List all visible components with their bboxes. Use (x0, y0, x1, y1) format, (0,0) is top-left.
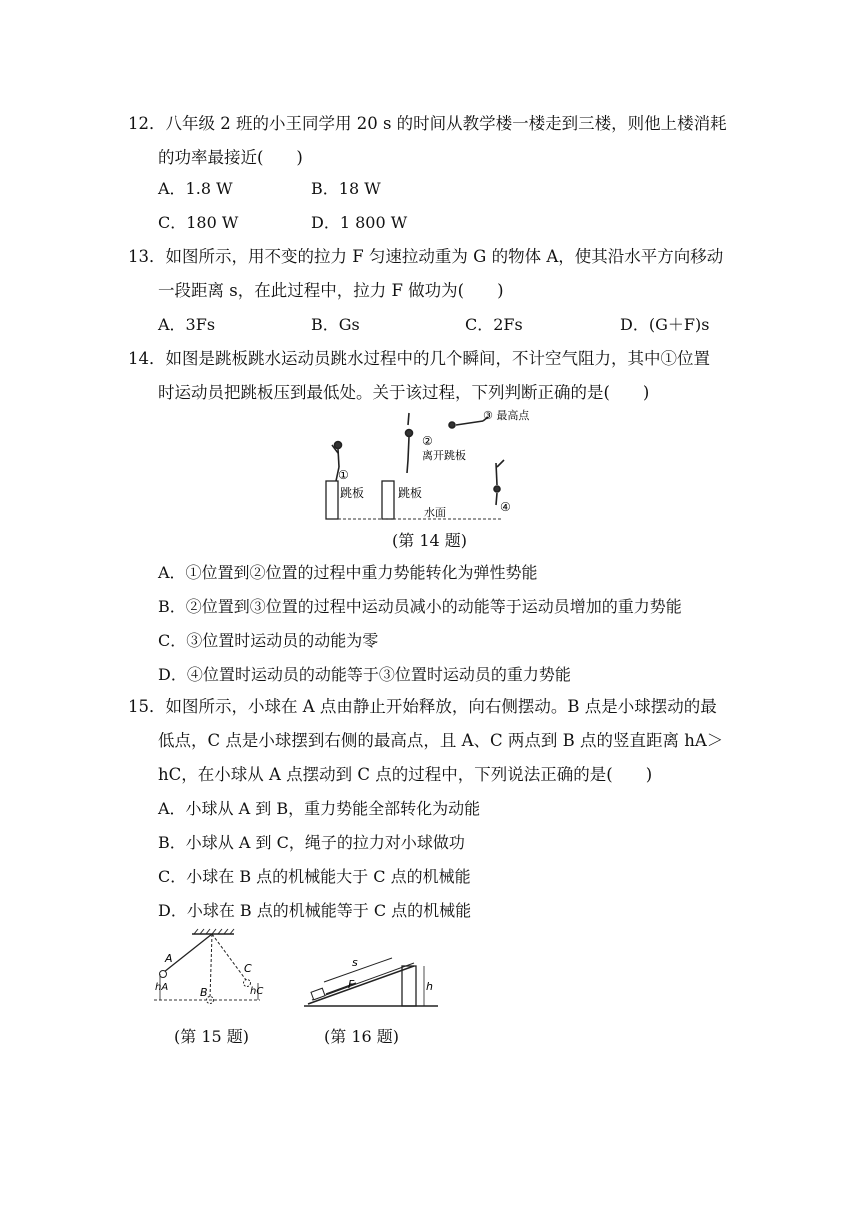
question-13-line1: 13．如图所示，用不变的拉力 F 匀速拉动重为 G 的物体 A，使其沿水平方向移动 (128, 247, 724, 266)
question-12-stem (128, 107, 738, 175)
q13-option-c: C．2Fs (465, 315, 523, 334)
question-15-line1: 15．如图所示，小球在 A 点由静止开始释放，向右侧摆动。B 点是小球摆动的最 (128, 697, 717, 716)
string-to-c (212, 934, 246, 980)
question-15-stem (128, 690, 738, 792)
q12-option-a: A．1.8 W (158, 179, 233, 198)
diver-position-2 (406, 413, 413, 473)
incline-surface (308, 966, 414, 1004)
label-board-2: 跳板 (398, 486, 423, 500)
label-h: h (426, 980, 433, 993)
label-f: F (348, 978, 355, 991)
springboard-2 (382, 481, 394, 519)
incline-support (402, 966, 416, 1006)
label-a: A (165, 952, 173, 965)
question-12-line2: 的功率最接近( ) (158, 148, 303, 167)
label-water-surface: 水面 (424, 506, 446, 519)
string-to-b (210, 934, 212, 998)
q14-option-c: C．③位置时运动员的动能为零 (158, 631, 379, 650)
springboard-1 (326, 481, 338, 519)
q12-option-d: D．1 800 W (311, 213, 408, 232)
label-position-3: ③ 最高点 (483, 409, 530, 422)
q15-option-c: C．小球在 B 点的机械能大于 C 点的机械能 (158, 867, 471, 886)
q15-option-b: B．小球从 A 到 C，绳子的拉力对小球做功 (158, 833, 465, 852)
q12-option-b: B．18 W (311, 179, 381, 198)
question-12-line1: 12．八年级 2 班的小王同学用 20 s 的时间从教学楼一楼走到三楼，则他上楼消耗 (128, 114, 727, 133)
question-15-line3: hC，在小球从 A 点摆动到 C 点的过程中，下列说法正确的是( ) (158, 765, 653, 784)
q13-option-d: D．(G＋F)s (620, 315, 710, 334)
q14-option-b: B．②位置到③位置的过程中运动员减小的动能等于运动员增加的重力势能 (158, 597, 682, 616)
label-b: B (200, 986, 208, 999)
q15-caption: (第 15 题) (174, 1027, 250, 1046)
question-14-stem (128, 342, 738, 410)
label-ha: hA (155, 982, 169, 993)
label-s: s (352, 956, 358, 969)
label-leave-board: 离开跳板 (422, 449, 466, 462)
question-15-line2: 低点，C 点是小球摆到右侧的最高点，且 A、C 两点到 B 点的竖直距离 hA＞ (158, 731, 724, 750)
label-hc: hC (250, 986, 264, 997)
diver-position-4 (494, 460, 504, 505)
question-13-line2: 一段距离 s，在此过程中，拉力 F 做功为( ) (158, 281, 504, 300)
ball-a (160, 971, 167, 978)
q15-option-a: A．小球从 A 到 B，重力势能全部转化为动能 (158, 799, 481, 818)
diving-figure (318, 405, 548, 520)
distance-arrow (324, 958, 392, 982)
label-position-1: ① (338, 468, 349, 482)
q14-caption: (第 14 题) (392, 531, 468, 550)
q15-option-d: D．小球在 B 点的机械能等于 C 点的机械能 (158, 901, 472, 920)
q14-option-a: A．①位置到②位置的过程中重力势能转化为弹性势能 (158, 563, 538, 582)
label-c: C (244, 962, 252, 975)
q13-option-b: B．Gs (311, 315, 360, 334)
label-position-4: ④ (500, 500, 511, 514)
question-14-line2: 时运动员把跳板压到最低处。关于该过程，下列判断正确的是( ) (158, 383, 650, 402)
question-13-stem (128, 240, 738, 308)
incline-figure (302, 932, 442, 1012)
q12-option-c: C．180 W (158, 213, 239, 232)
label-board-1: 跳板 (340, 486, 365, 500)
q13-option-a: A．3Fs (158, 315, 216, 334)
question-14-line1: 14．如图是跳板跳水运动员跳水过程中的几个瞬间，不计空气阻力，其中①位置 (128, 349, 710, 368)
q14-option-d: D．④位置时运动员的动能等于③位置时运动员的重力势能 (158, 665, 571, 684)
pendulum-figure (152, 928, 272, 1008)
label-position-2: ② (422, 434, 433, 448)
q16-caption: (第 16 题) (324, 1027, 400, 1046)
